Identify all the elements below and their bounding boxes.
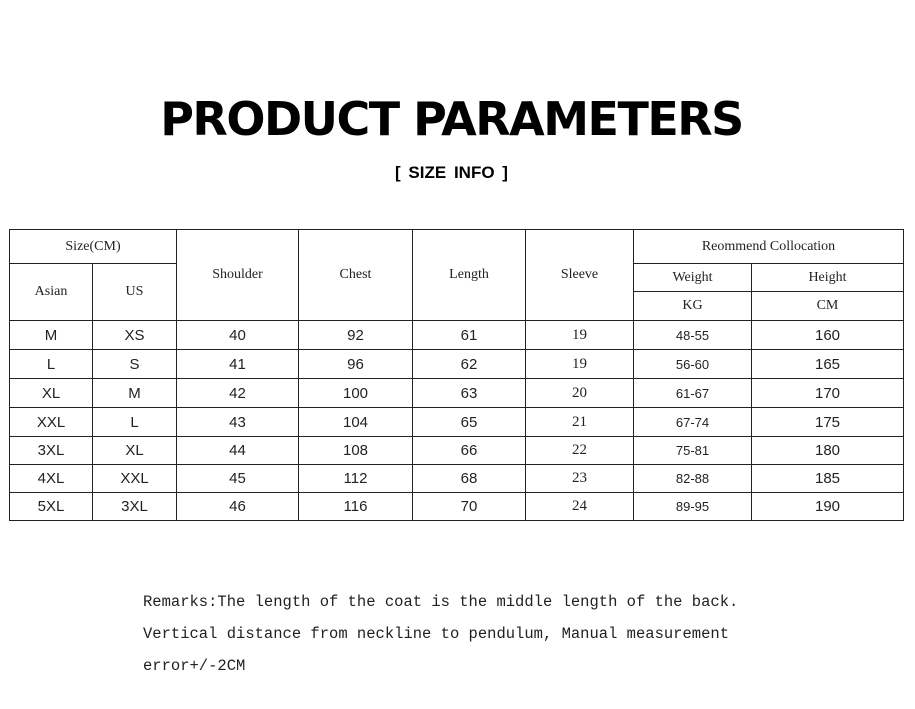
height-cell: 190 <box>752 493 904 521</box>
table-row <box>10 321 904 350</box>
us-size-cell: XS <box>93 321 177 350</box>
weight-cell: 75-81 <box>634 437 752 465</box>
us-size-cell: XL <box>93 437 177 465</box>
asian-size-cell: M <box>10 321 93 350</box>
length-cell: 62 <box>413 350 526 379</box>
remarks-block <box>143 586 783 682</box>
us-size-cell: S <box>93 350 177 379</box>
size-header: Size(CM) <box>10 230 177 264</box>
remarks-line: Remarks:The length of the coat is the middle length of the back. <box>143 593 739 611</box>
height-cell: 175 <box>752 408 904 437</box>
weight-header: Weight <box>634 264 752 292</box>
shoulder-header: Shoulder <box>177 230 299 321</box>
sleeve-cell: 23 <box>526 465 634 493</box>
chest-cell: 104 <box>299 408 413 437</box>
chest-cell: 108 <box>299 437 413 465</box>
asian-size-cell: L <box>10 350 93 379</box>
height-cell: 185 <box>752 465 904 493</box>
weight-cell: 89-95 <box>634 493 752 521</box>
sleeve-cell: 24 <box>526 493 634 521</box>
height-header: Height <box>752 264 904 292</box>
weight-cell: 61-67 <box>634 379 752 408</box>
chest-header: Chest <box>299 230 413 321</box>
weight-cell: 48-55 <box>634 321 752 350</box>
length-cell: 68 <box>413 465 526 493</box>
us-size-cell: XXL <box>93 465 177 493</box>
weight-cell: 82-88 <box>634 465 752 493</box>
length-cell: 70 <box>413 493 526 521</box>
length-cell: 63 <box>413 379 526 408</box>
weight-cell: 56-60 <box>634 350 752 379</box>
chest-cell: 96 <box>299 350 413 379</box>
weight-cell: 67-74 <box>634 408 752 437</box>
length-cell: 65 <box>413 408 526 437</box>
shoulder-cell: 42 <box>177 379 299 408</box>
height-cell: 160 <box>752 321 904 350</box>
sleeve-cell: 22 <box>526 437 634 465</box>
length-cell: 66 <box>413 437 526 465</box>
asian-header: Asian <box>10 264 93 321</box>
remarks-line: Vertical distance from neckline to pendulum, Manual measurement <box>143 625 729 643</box>
chest-cell: 116 <box>299 493 413 521</box>
us-header: US <box>93 264 177 321</box>
us-size-cell: M <box>93 379 177 408</box>
us-size-cell: 3XL <box>93 493 177 521</box>
page-subtitle: [ SIZE INFO ] <box>395 163 508 182</box>
remarks-line: error+/-2CM <box>143 657 246 675</box>
chest-cell: 112 <box>299 465 413 493</box>
sleeve-cell: 20 <box>526 379 634 408</box>
page-title: PRODUCT PARAMETERS <box>160 92 743 146</box>
shoulder-cell: 46 <box>177 493 299 521</box>
chest-cell: 100 <box>299 379 413 408</box>
height-cell: 165 <box>752 350 904 379</box>
table-row <box>10 437 904 465</box>
shoulder-cell: 41 <box>177 350 299 379</box>
us-size-cell: L <box>93 408 177 437</box>
height-cell: 170 <box>752 379 904 408</box>
size-table <box>9 229 904 521</box>
length-cell: 61 <box>413 321 526 350</box>
collocation-header: Reommend Collocation <box>634 230 904 264</box>
asian-size-cell: XXL <box>10 408 93 437</box>
shoulder-cell: 45 <box>177 465 299 493</box>
weight-unit: KG <box>634 292 752 321</box>
sleeve-cell: 19 <box>526 321 634 350</box>
sleeve-header: Sleeve <box>526 230 634 321</box>
table-row <box>10 379 904 408</box>
table-row <box>10 465 904 493</box>
asian-size-cell: 5XL <box>10 493 93 521</box>
shoulder-cell: 43 <box>177 408 299 437</box>
sleeve-cell: 19 <box>526 350 634 379</box>
shoulder-cell: 40 <box>177 321 299 350</box>
shoulder-cell: 44 <box>177 437 299 465</box>
length-header: Length <box>413 230 526 321</box>
asian-size-cell: 4XL <box>10 465 93 493</box>
table-row <box>10 350 904 379</box>
table-row <box>10 493 904 521</box>
chest-cell: 92 <box>299 321 413 350</box>
height-unit: CM <box>752 292 904 321</box>
table-row <box>10 408 904 437</box>
asian-size-cell: XL <box>10 379 93 408</box>
asian-size-cell: 3XL <box>10 437 93 465</box>
height-cell: 180 <box>752 437 904 465</box>
sleeve-cell: 21 <box>526 408 634 437</box>
